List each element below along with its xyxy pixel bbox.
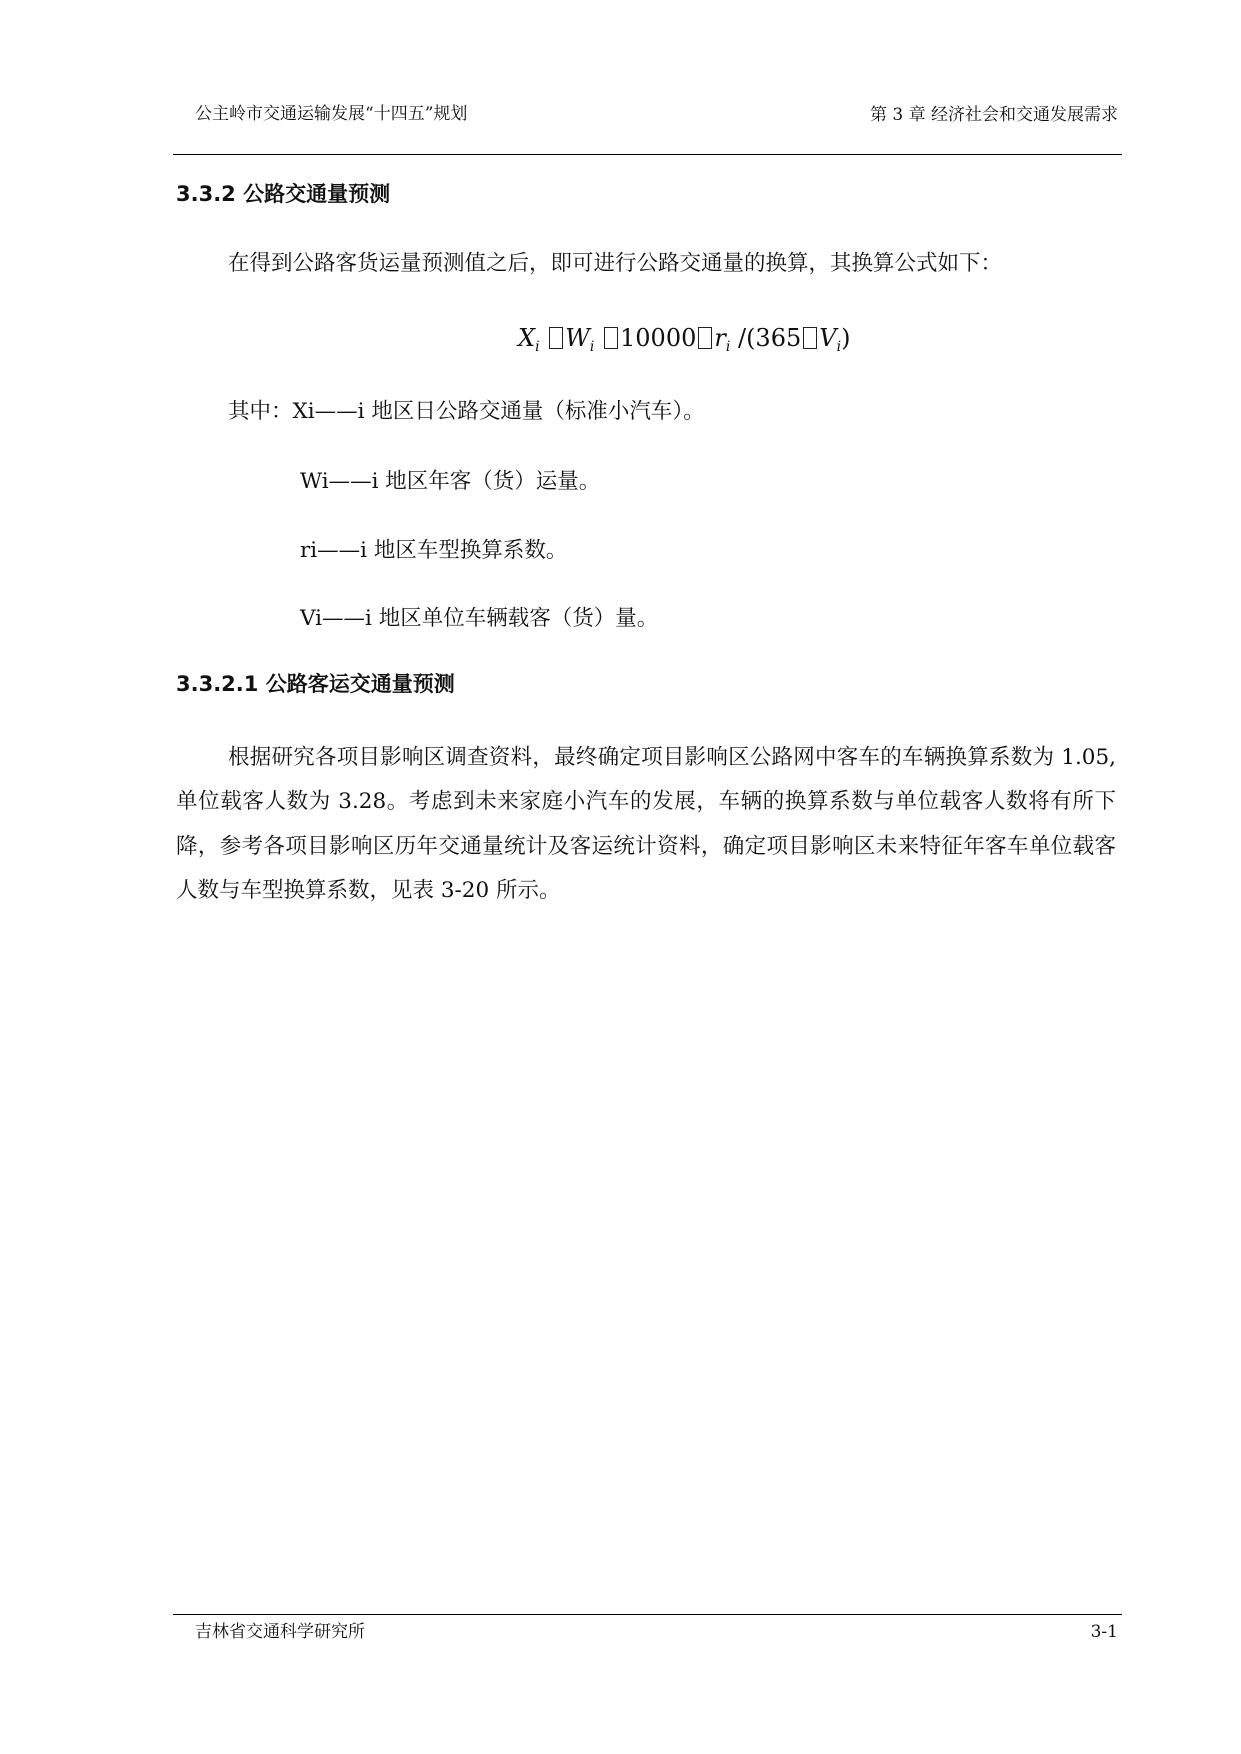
section-intro-paragraph: 在得到公路客货运量预测值之后，即可进行公路交通量的换算，其换算公式如下： [228, 251, 1003, 276]
formula-operator-glyph [549, 327, 563, 349]
formula-close-paren: ) [841, 324, 851, 352]
page-number: 3-1 [1090, 1622, 1118, 1642]
section-heading: 3.3.2 公路交通量预测 [176, 182, 391, 206]
definition-ri: ri——i 地区车型换算系数。 [300, 538, 568, 563]
formula-sub-w: i [589, 339, 595, 355]
formula-sub-r: i [725, 339, 731, 355]
formula-operator-glyph [604, 327, 618, 349]
subsection-heading: 3.3.2.1 公路客运交通量预测 [176, 672, 455, 696]
formula-sub-x: i [535, 339, 540, 355]
formula-var-r: r [714, 324, 726, 352]
formula-constant: 10000 [620, 324, 697, 352]
running-header-title: 公主岭市交通运输发展“十四五”规划 [195, 104, 468, 124]
formula-days: /(365 [737, 324, 802, 352]
formula-operator-glyph [698, 327, 712, 349]
definition-wi: Wi——i 地区年客（货）运量。 [300, 469, 601, 494]
header-divider [173, 154, 1122, 155]
definition-xi: 其中：Xi——i 地区日公路交通量（标准小汽车）。 [228, 399, 705, 424]
running-header-chapter: 第 3 章 经济社会和交通发展需求 [869, 105, 1118, 125]
conversion-formula [518, 321, 850, 364]
formula-sub-v: i [836, 339, 842, 355]
footer-divider [173, 1614, 1122, 1615]
definition-vi: Vi——i 地区单位车辆载客（货）量。 [300, 606, 659, 631]
footer-organization: 吉林省交通科学研究所 [195, 1622, 365, 1642]
formula-var-v: V [819, 324, 837, 352]
formula-var-w: W [565, 324, 590, 352]
formula-var-x: X [518, 324, 536, 352]
formula-operator-glyph [803, 327, 817, 349]
subsection-body-paragraph: 根据研究各项目影响区调查资料，最终确定项目影响区公路网中客车的车辆换算系数为 1.05,单位载客人数为 3.28。考虑到未来家庭小汽车的发展，车辆的换算系数与单位载客人数将有所下降，参考各项目影响区历年交通量统计及客运统计资料，确定项目影响区未来特征年客车单位载客人数与车型换算系数，见表 3-20 所示。 [176, 745, 1116, 903]
